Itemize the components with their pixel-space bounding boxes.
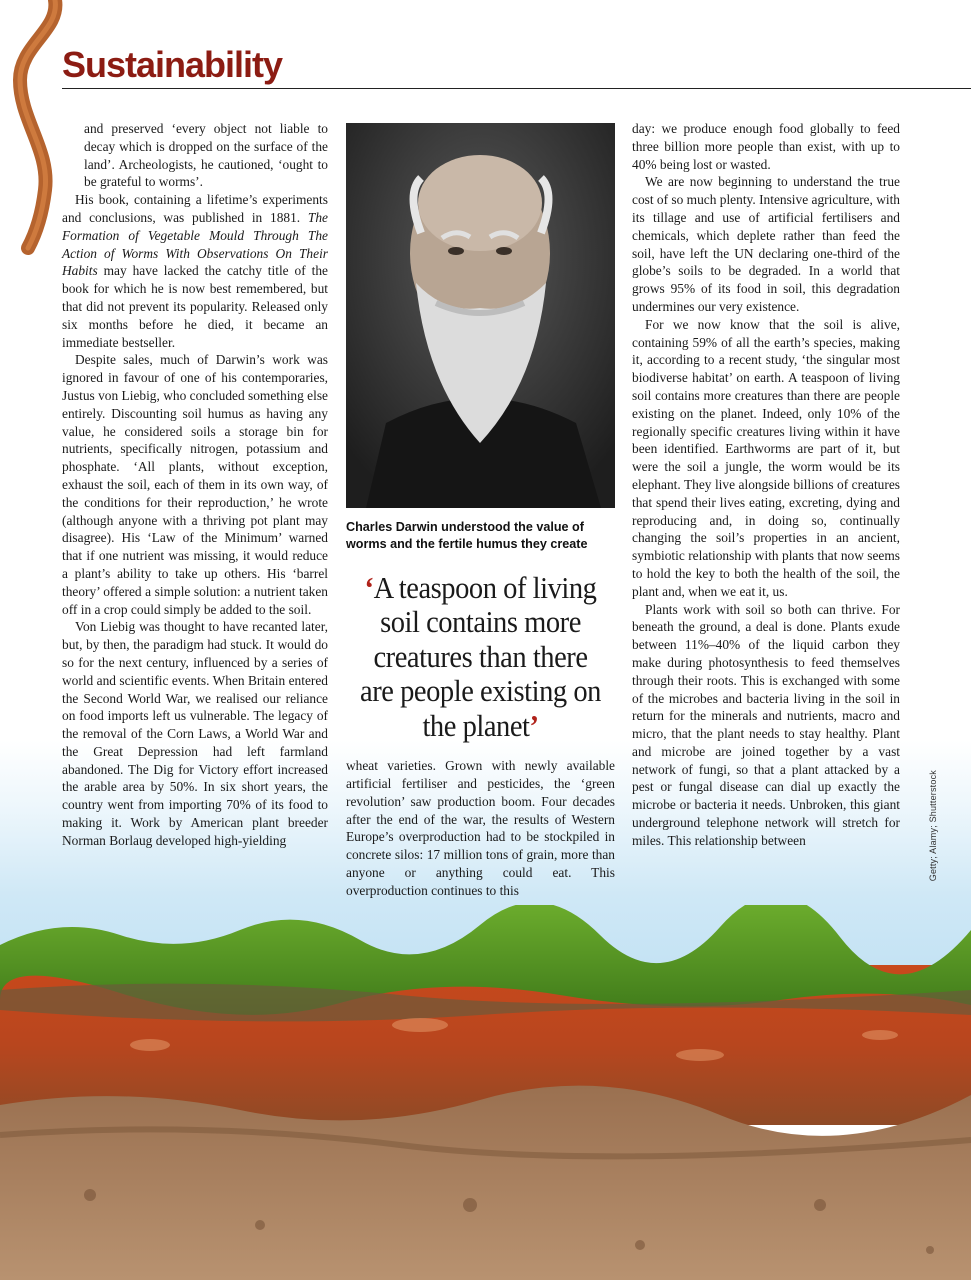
paragraph: We are now beginning to understand the true cost of so much plenty. Intensive agriculture, with its tillage and use of artificial fertilisers and chemicals, which deplete rather than feed the soil, have left the UN declaring one-third of the globe’s soils to be degraded. In a world that grows 95% of its food in soil, this degradation undermines our very existence.: [632, 174, 900, 314]
article-column-3: [632, 120, 900, 850]
section-title: Sustainability: [62, 44, 283, 85]
paragraph: [62, 191, 328, 351]
pull-quote-text: A teaspoon of living soil contains more creatures than there are people existing on the planet: [360, 569, 601, 743]
soil-cross-section-image: [0, 905, 971, 1280]
paragraph-text: may have lacked the catchy title of the book for which he is now best remembered, but that did not prevent its popularity. Released only six months before he died, it became an immediate bestseller.: [62, 263, 328, 350]
open-quote-mark: ‘: [364, 569, 374, 605]
paragraph: and preserved ‘every object not liable to decay which is dropped on the surface of the land’. Archeologists, he cautioned, ‘ought to be grateful to worms’.: [84, 121, 328, 190]
paragraph: For we now know that the soil is alive, containing 59% of all the earth’s species, making it, according to a recent study, ‘the singular most biodiverse habitat’ on earth. A teaspoon of living soil contains more creatures than there are people existing on the planet. Indeed, only 10% of the regionally specific creatures living within it have been identified. Earthworms are part of it, but were the soil a jungle, the worm would be its elephant. They live alongside billions of creatures that spend their lives eating, excreting, dying and reproducing and, in doing so, continually changing the soil’s properties in an ancient, symbiotic relationship with plants that now seems to hold the key to both the health of the soil, the plant and, when we eat it, us.: [632, 316, 900, 599]
photo-credit: Getty; Alamy; Shutterstock: [928, 770, 938, 882]
book-title: The Formation of Vegetable Mould Through The Action of Worms With Observations On Their Habits: [62, 209, 328, 279]
paragraph: day: we produce enough food globally to feed three billion more people than exist, with up to 40% being lost or wasted.: [632, 121, 900, 172]
paragraph-text: His book, containing a lifetime’s experiments and conclusions, was published in 1881.: [62, 192, 328, 225]
article-column-2: [346, 123, 615, 900]
paragraph: Despite sales, much of Darwin’s work was ignored in favour of one of his contemporaries, Justus von Liebig, who concluded something else entirely. Discounting soil humus as having any value, he considered soils a storage bin for nutrients, specifically nitrogen, potassium and phosphate. ‘All plants, without exception, exhaust the soil, each of them in its own way, of the conditions for their reproduction,’ he wrote (although anyone with a thriving pot plant may disagree). His ‘Law of the Minimum’ warned that if one nutrient was missing, it would reduce a plant’s ability to take up others. His ‘barrel theory’ offered a simple solution: a nutrient taken off in a crop could simply be added to the soil.: [62, 352, 328, 617]
pull-quote: [357, 571, 604, 744]
article-column-1: [62, 120, 328, 850]
close-quote-mark: ’: [529, 707, 539, 743]
paragraph: Plants work with soil so both can thrive. For beneath the ground, a deal is done. Plants exude between 11%–40% of the liquid carbon they make during photosynthesis to feed themselves through their roots. This is exchanged with some of the microbes and bacteria living in the soil in return for the minerals and nutrients, macro and micro, that the plant needs to stay healthy. Plant and microbe are joined together by a vast network of fungi, so that a plant attacked by a pest or fungal disease can dial up exactly the microbe or bacteria it needs. Unbroken, this giant underground telephone network will stretch for miles. This relationship between: [632, 601, 900, 848]
paragraph: wheat varieties. Grown with newly available artificial fertiliser and pesticides, the ‘green revolution’ saw production boom. Four decades after the end of the war, the results of Western Europe’s overproduction had to be stockpiled in concrete silos: 17 million tons of grain, more than anyone or anything could eat. This overproduction continues to this: [346, 758, 615, 898]
header-rule: [62, 88, 971, 89]
charles-darwin-portrait-image: [346, 123, 615, 508]
paragraph: Von Liebig was thought to have recanted later, but, by then, the paradigm had stuck. It would do so for the next century, influenced by a series of world and scientific events. When Britain entered the Second World War, we realised our reliance on food imports left us vulnerable. The legacy of the removal of the Corn Laws, a World War and the Great Depression had left farmland abandoned. The Dig for Victory effort increased the arable area by 50%. In six short years, the country went from importing 70% of its food to making it. Work by American plant breeder Norman Borlaug developed high-yielding: [62, 619, 328, 848]
photo-caption: Charles Darwin understood the value of worms and the fertile humus they create: [346, 519, 588, 551]
